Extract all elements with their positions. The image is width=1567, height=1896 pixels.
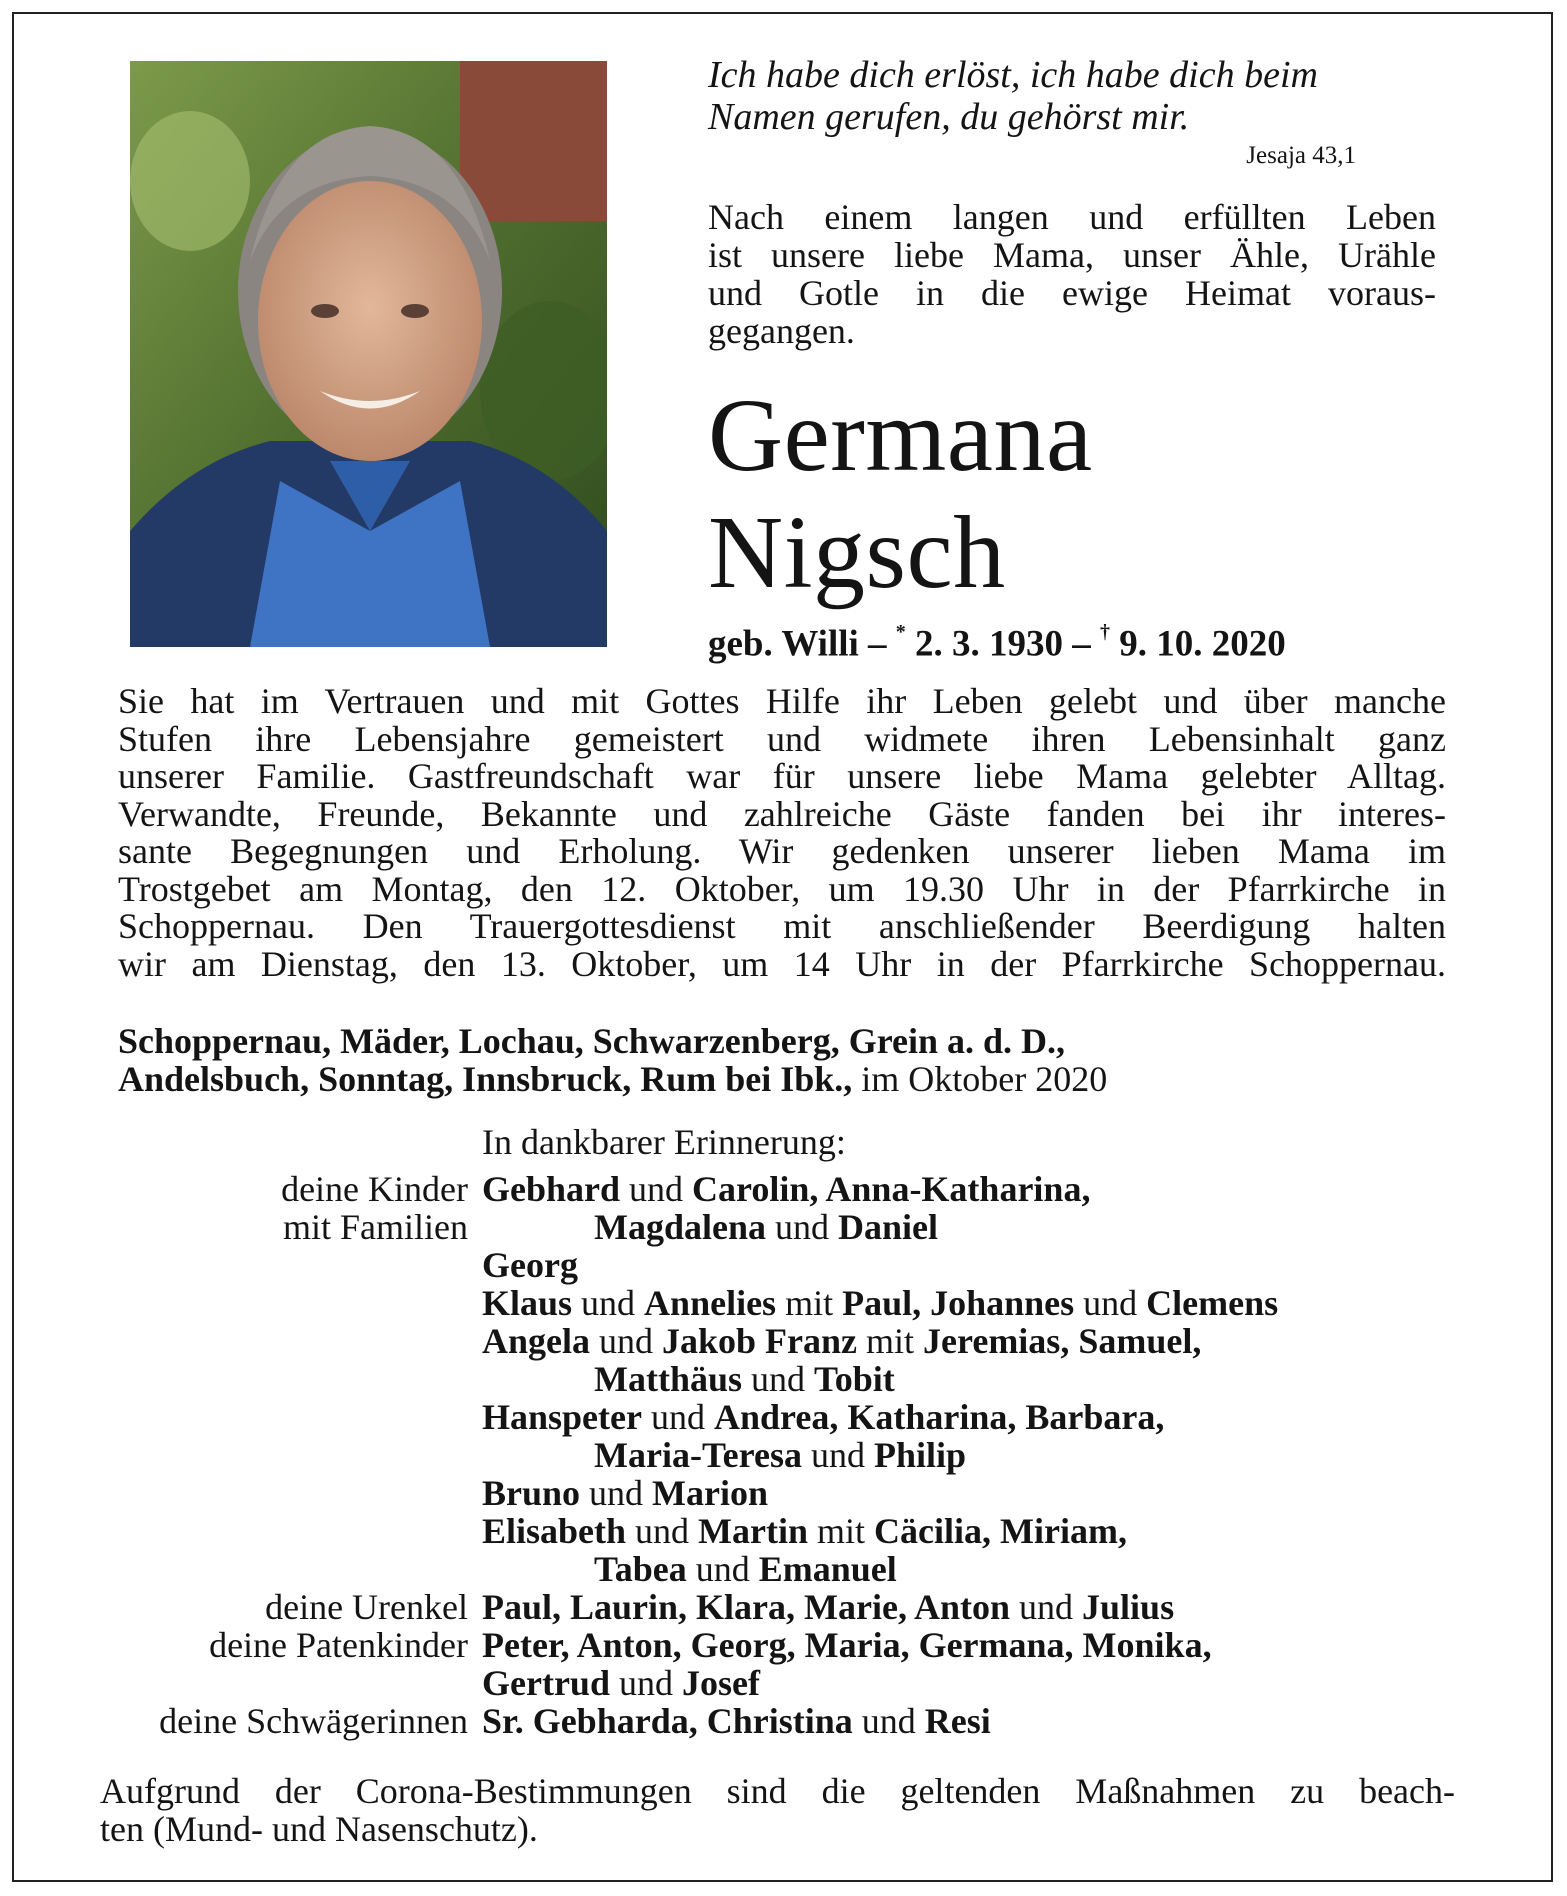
body-line: Sie hat im Vertrauen und mit Gottes Hilfe ihr Leben gelebt und über manche bbox=[118, 681, 1446, 721]
quote-reference: Jesaja 43,1 bbox=[1246, 142, 1356, 169]
list-item: Angela und Jakob Franz mit Jeremias, Samuel, bbox=[482, 1321, 1202, 1361]
list-item: Hanspeter und Andrea, Katharina, Barbara, bbox=[482, 1397, 1165, 1437]
obituary-text bbox=[118, 683, 1446, 983]
body-line: wir am Dienstag, den 13. Oktober, um 14 Uhr in der Pfarrkirche Schoppernau. bbox=[118, 943, 1446, 984]
death-date: 9. 10. 2020 bbox=[1119, 623, 1286, 665]
first-name: Germana bbox=[708, 378, 1093, 493]
birth-date: 2. 3. 1930 bbox=[915, 623, 1064, 665]
separator: – bbox=[868, 623, 887, 665]
date-line: im Oktober 2020 bbox=[852, 1059, 1108, 1099]
body-line: Trostgebet am Montag, den 12. Oktober, um 19.30 Uhr in der Pfarrkirche in bbox=[118, 868, 1446, 909]
portrait-photo bbox=[130, 61, 607, 647]
thanks-heading: In dankbarer Erinnerung: bbox=[482, 1122, 846, 1162]
relation-label: deine Kinder bbox=[281, 1169, 468, 1209]
body-line: Stufen ihre Lebensjahre gemeistert und widmete ihren Lebensinhalt ganz bbox=[118, 718, 1446, 759]
corona-notice bbox=[100, 1772, 1455, 1848]
list-item: deine Patenkinder Peter, Anton, Georg, Maria, Germana, Monika, bbox=[209, 1625, 1212, 1665]
list-item: Maria-Teresa und Philip bbox=[594, 1435, 966, 1475]
body-line: Verwandte, Freunde, Bekannte und zahlreiche Gäste fanden bei ihr interes- bbox=[118, 793, 1446, 834]
last-name: Nigsch bbox=[708, 495, 1006, 610]
birth-name: geb. Willi bbox=[708, 623, 859, 665]
body-line: Schoppernau. Den Trauergottesdienst mit anschließender Beerdigung halten bbox=[118, 906, 1446, 946]
places-line: Schoppernau, Mäder, Lochau, Schwarzenberg, Grein a. d. D., bbox=[118, 1021, 1066, 1061]
quote-line: Namen gerufen, du gehörst mir. bbox=[708, 96, 1190, 138]
separator: – bbox=[1072, 623, 1091, 665]
body-line: sante Begegnungen und Erholung. Wir gedenken unserer lieben Mama im bbox=[118, 831, 1446, 871]
intro-text bbox=[708, 198, 1436, 350]
list-item: Klaus und Annelies mit Paul, Johannes und Clemens bbox=[482, 1283, 1279, 1323]
intro-line: Nach einem langen und erfüllten Leben bbox=[708, 197, 1436, 237]
list-item: Elisabeth und Martin mit Cäcilia, Miriam, bbox=[482, 1511, 1127, 1551]
relation-label: mit Familien bbox=[283, 1207, 468, 1247]
list-item: Gertrud und Josef bbox=[482, 1663, 760, 1703]
footer-line: ten (Mund- und Nasenschutz). bbox=[100, 1809, 538, 1849]
birth-star-icon: * bbox=[895, 621, 906, 643]
list-item: Georg bbox=[482, 1245, 578, 1285]
quote-line: Ich habe dich erlöst, ich habe dich beim bbox=[708, 54, 1318, 96]
death-cross-icon: † bbox=[1100, 621, 1111, 643]
relation-label: deine Urenkel bbox=[265, 1587, 468, 1627]
relation-label: deine Schwägerinnen bbox=[159, 1701, 468, 1741]
list-item: mit Familien Magdalena und Daniel bbox=[283, 1207, 939, 1247]
list-item: deine Urenkel Paul, Laurin, Klara, Marie, Anton und Julius bbox=[265, 1587, 1175, 1627]
intro-line: gegangen. bbox=[708, 311, 855, 351]
list-item: Bruno und Marion bbox=[482, 1473, 769, 1513]
list-item: Tabea und Emanuel bbox=[594, 1549, 897, 1589]
body-line: unserer Familie. Gastfreundschaft war für unsere liebe Mama gelebter Alltag. bbox=[118, 756, 1446, 796]
list-item: deine Schwägerinnen Sr. Gebharda, Christina und Resi bbox=[159, 1701, 991, 1741]
relation-label: deine Patenkinder bbox=[209, 1625, 468, 1665]
list-item: Matthäus und Tobit bbox=[594, 1359, 895, 1399]
intro-line: und Gotle in die ewige Heimat voraus- bbox=[708, 273, 1436, 313]
places-date bbox=[118, 1022, 1458, 1098]
places-line: Andelsbuch, Sonntag, Innsbruck, Rum bei Ibk., bbox=[118, 1059, 853, 1099]
footer-line: Aufgrund der Corona-Bestimmungen sind die geltenden Maßnahmen zu beach- bbox=[100, 1771, 1455, 1811]
list-item: deine Kinder Gebhard und Carolin, Anna-Katharina, bbox=[281, 1169, 1091, 1209]
intro-line: ist unsere liebe Mama, unser Ähle, Urähle bbox=[708, 235, 1436, 275]
life-dates bbox=[708, 614, 1286, 666]
bible-quote bbox=[708, 54, 1428, 138]
